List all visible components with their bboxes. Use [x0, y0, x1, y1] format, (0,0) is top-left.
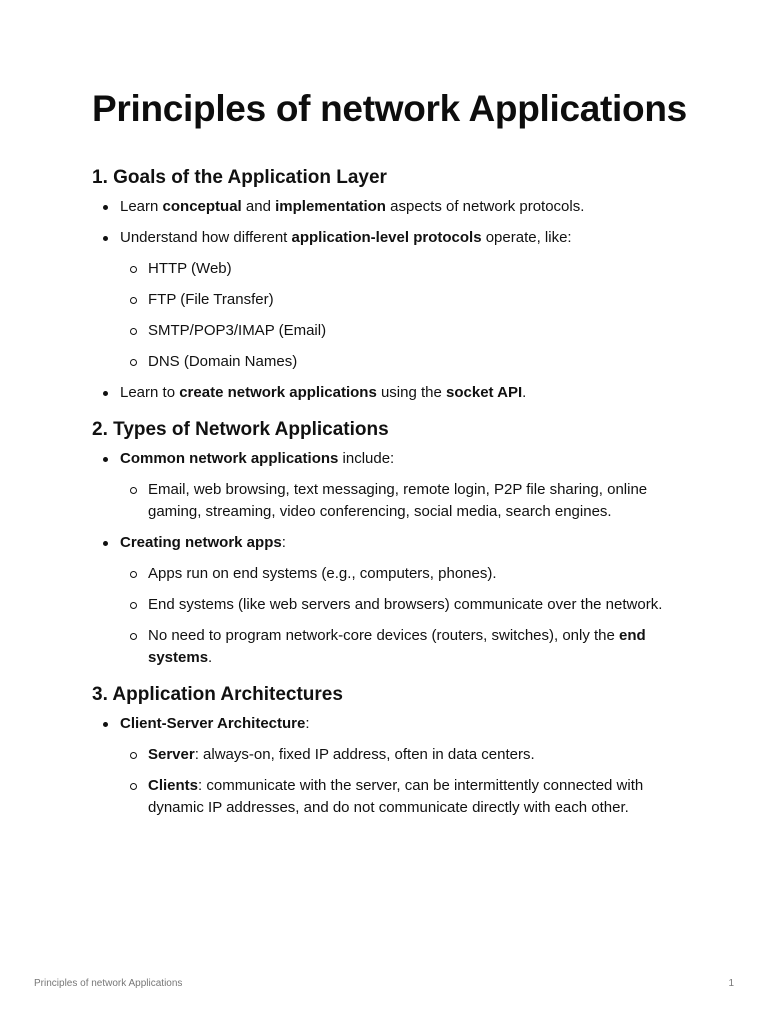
document-page: [92, 86, 692, 833]
sub-list-item: Email, web browsing, text messaging, remote login, P2P file sharing, online gaming, streaming, video conferencing, social media, search engines.: [120, 479, 692, 523]
sub-list: [120, 479, 692, 523]
list-item: Client-Server Architecture: Server: always-on, fixed IP address, often in data centers. Clients: communicate with the server, can be intermittently connected with dynamic IP addresses, and do not communicate directly with each other.: [92, 713, 692, 819]
page-footer: [34, 978, 734, 989]
bullet-list: [92, 196, 692, 404]
sub-list-item: Server: always-on, fixed IP address, often in data centers.: [120, 744, 692, 766]
page-title: Principles of network Applications: [92, 88, 687, 129]
section-heading: 2. Types of Network Applications: [92, 419, 389, 440]
footer-title: Principles of network Applications: [34, 978, 183, 989]
sub-list-item: DNS (Domain Names): [120, 351, 692, 373]
page-number: 1: [728, 978, 734, 989]
section-types: [92, 418, 692, 669]
bullet-list: [92, 448, 692, 669]
section-architectures: [92, 683, 692, 819]
section-heading: 1. Goals of the Application Layer: [92, 167, 387, 188]
list-item: Understand how different application-level protocols operate, like: HTTP (Web) FTP (File Transfer) SMTP/POP3/IMAP (Email) DNS (Domain Names): [92, 227, 692, 373]
bullet-list: [92, 713, 692, 819]
list-item: Creating network apps: Apps run on end systems (e.g., computers, phones). End systems (like web servers and browsers) communicate over the network. No need to program network-core devices (routers, switches), only the end systems.: [92, 532, 692, 669]
sub-list: [120, 563, 692, 669]
list-item: Common network applications include: Email, web browsing, text messaging, remote login, P2P file sharing, online gaming, streaming, video conferencing, social media, search engines.: [92, 448, 692, 523]
sub-list-item: HTTP (Web): [120, 258, 692, 280]
sub-list-item: Clients: communicate with the server, can be intermittently connected with dynamic IP addresses, and do not communicate directly with each other.: [120, 775, 692, 819]
list-item: Learn to create network applications using the socket API.: [92, 382, 692, 404]
sub-list-item: No need to program network-core devices (routers, switches), only the end systems.: [120, 625, 692, 669]
section-goals: [92, 166, 692, 404]
sub-list-item: End systems (like web servers and browsers) communicate over the network.: [120, 594, 692, 616]
sub-list-item: SMTP/POP3/IMAP (Email): [120, 320, 692, 342]
sub-list: [120, 258, 692, 373]
section-heading: 3. Application Architectures: [92, 684, 343, 705]
sub-list-item: FTP (File Transfer): [120, 289, 692, 311]
sub-list-item: Apps run on end systems (e.g., computers, phones).: [120, 563, 692, 585]
list-item: Learn conceptual and implementation aspects of network protocols.: [92, 196, 692, 218]
sub-list: [120, 744, 692, 819]
